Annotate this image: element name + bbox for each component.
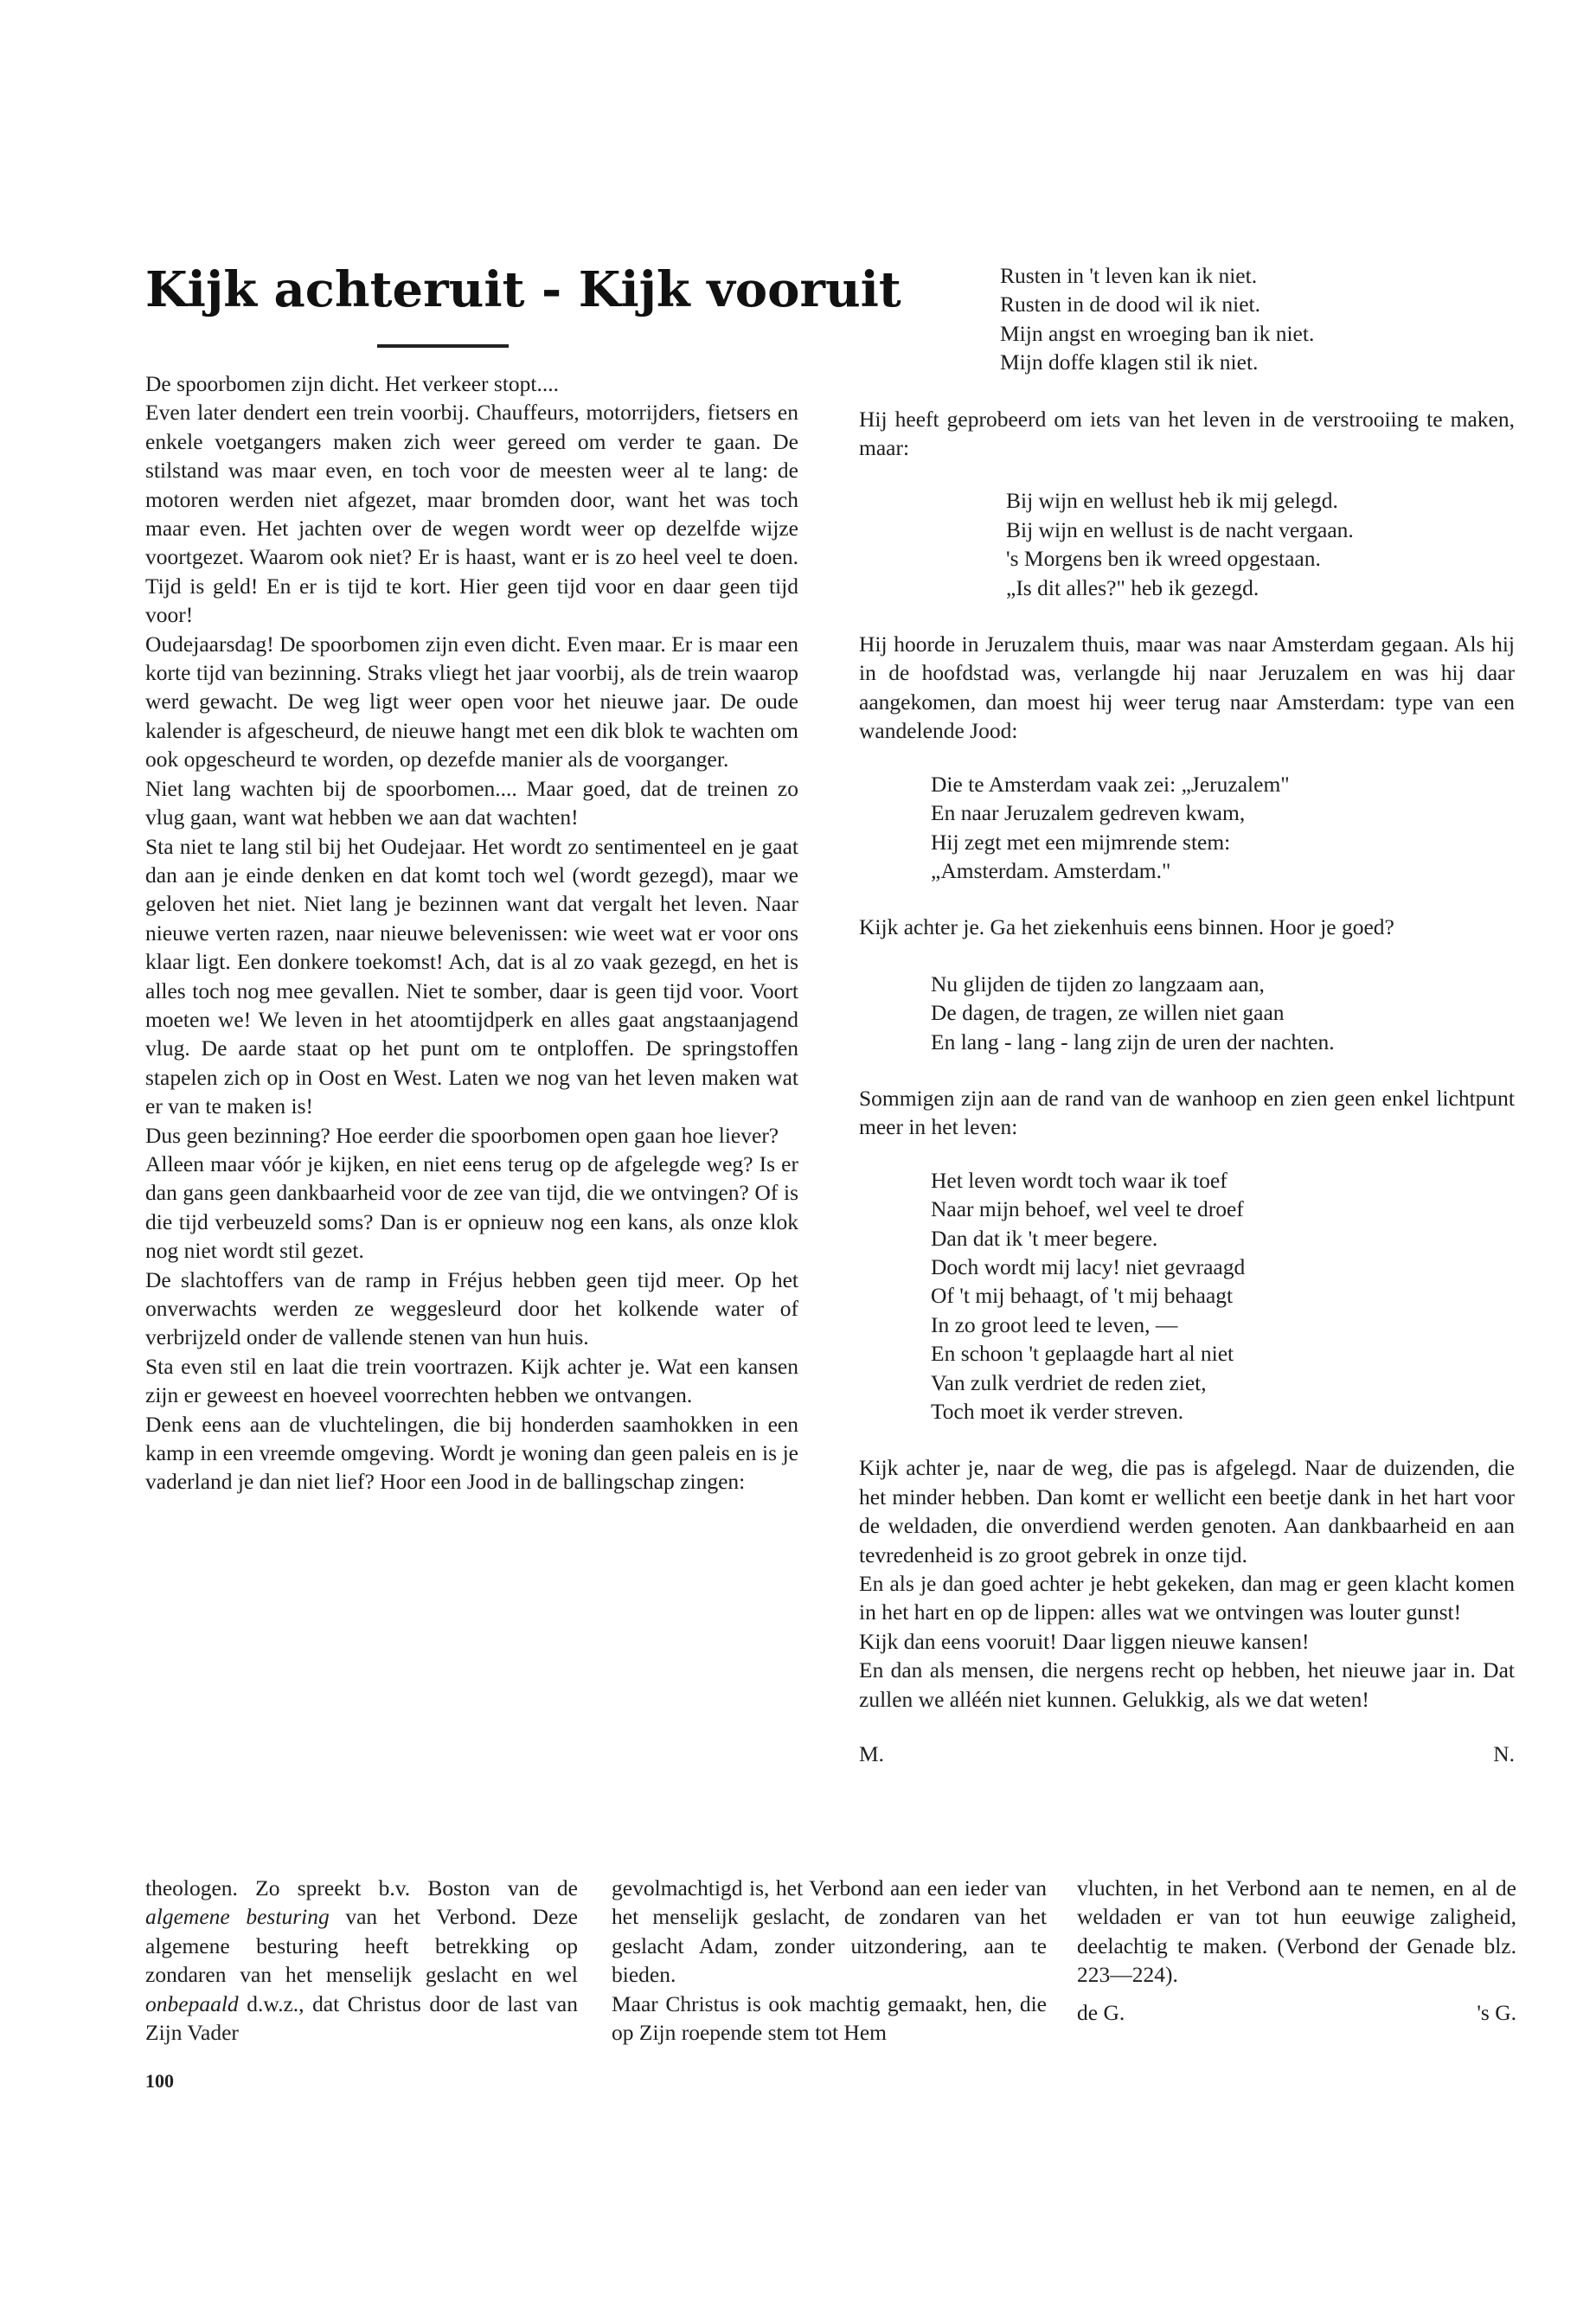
paragraph: En dan als mensen, die nergens recht op hebben, het nieuwe jaar in. Dat zullen we alléén niet kunnen. Gelukkig, als we dat weten! — [859, 1657, 1515, 1712]
poem-line: Bij wijn en wellust heb ik mij gelegd. — [1006, 488, 1338, 514]
page-number: 100 — [145, 2070, 174, 2092]
paragraph: Oudejaarsdag! De spoorbomen zijn even dicht. Even maar. Er is maar een korte tijd van bezinning. Straks vliegt het jaar voorbij, als de trein waarop werd gewacht. De weg ligt weer open voor het nieuwe jaar. De oude kalender is afgescheurd, de nieuwe hangt met een dik blok te wachten om ook opgescheurd te worden, op dezefde manier als de voorganger. — [145, 631, 798, 772]
paragraph: Denk eens aan de vluchtelingen, die bij honderden saamhokken in een kamp in een vreemde omgeving. Wordt je woning dan geen paleis en is je vaderland je dan niet lief? Hoor een Jood in de ballingschap zingen: — [145, 1411, 798, 1495]
paragraph: Kijk dan eens vooruit! Daar liggen nieuwe kansen! — [859, 1628, 1310, 1654]
signature-right: 's G. — [1477, 1999, 1516, 2025]
poem-line: Bij wijn en wellust is de nacht vergaan. — [1006, 516, 1354, 542]
right-column — [859, 261, 1515, 1768]
paragraph: De spoorbomen zijn dicht. Het verkeer stopt.... — [145, 371, 560, 396]
title-underline — [377, 344, 509, 348]
paragraph: Sommigen zijn aan de rand van de wanhoop en zien geen enkel lichtpunt meer in het leven: — [859, 1085, 1515, 1140]
paragraph: Hij hoorde in Jeruzalem thuis, maar was naar Amsterdam gegaan. Als hij in de hoofdstad was, verlangde hij naar Jeruzalem en was hij daar aangekomen, dan moest hij weer terug naar Amsterdam: type van een wandelende Jood: — [859, 631, 1515, 744]
poem-line: Rusten in de dood wil ik niet. — [1000, 292, 1261, 317]
emphasis: onbepaald — [145, 1990, 239, 2016]
continuation-column-1 — [145, 1874, 578, 2047]
author-signature — [859, 1740, 1515, 1768]
paragraph: Kijk achter je, naar de weg, die pas is afgelegd. Naar de duizenden, die het minder hebben. Dan komt er wellicht een beetje dank in het hart voor de weldaden, die onverdiend werden genoten. Aan dankbaarheid en aan tevredenheid is zo groot gebrek in onze tijd. — [859, 1455, 1515, 1567]
poem-line: Nu glijden de tijden zo langzaam aan, — [931, 971, 1265, 997]
poem-line: En lang - lang - lang zijn de uren der nachten. — [931, 1029, 1335, 1054]
poem-line: 's Morgens ben ik wreed opgestaan. — [1006, 546, 1321, 572]
poem-line: In zo groot leed te leven, — — [931, 1311, 1178, 1337]
poem-stanza — [931, 970, 1515, 1056]
poem-line: Die te Amsterdam vaak zei: „Jeruzalem" — [931, 771, 1290, 797]
poem-line: De dagen, de tragen, ze willen niet gaan — [931, 1000, 1285, 1026]
article-title: Kijk achteruit - Kijk vooruit — [145, 261, 901, 318]
paragraph: En als je dan goed achter je hebt gekeken, dan mag er geen klacht komen in het hart en op de lippen: alles wat we ontvingen was louter gunst! — [859, 1571, 1515, 1625]
poem-line: Het leven wordt toch waar ik toef — [931, 1167, 1227, 1193]
paragraph: vluchten, in het Verbond aan te nemen, en al de weldaden er van tot hun eeuwige zaligheid, deelachtig te maken. (Verbond der Genade blz. 223—224). — [1077, 1875, 1516, 1988]
paragraph: Maar Christus is ook machtig gemaakt, hen, die op Zijn roepende stem tot Hem — [612, 1990, 1047, 2046]
signature-initial-left: M. — [859, 1741, 885, 1767]
poem-line: En schoon 't geplaagde hart al niet — [931, 1341, 1234, 1367]
paragraph: gevolmachtigd is, het Verbond aan een ieder van het menselijk geslacht, de zondaren van het geslacht Adam, zonder uitzondering, aan te bieden. — [612, 1875, 1047, 1988]
poem-line: Mijn angst en wroeging ban ik niet. — [1000, 320, 1315, 346]
poem-line: „Is dit alles?" heb ik gezegd. — [1006, 574, 1259, 600]
poem-stanza — [931, 1166, 1515, 1426]
poem-line: Toch moet ik verder streven. — [931, 1399, 1184, 1424]
continuation-column-2 — [612, 1874, 1047, 2047]
poem-line: Hij zegt met een mijmrende stem: — [931, 829, 1231, 855]
poem-stanza — [1000, 261, 1515, 377]
paragraph: Sta even stil en laat die trein voortrazen. Kijk achter je. Wat een kansen zijn er geweest en hoeveel voorrechten hebben we ontvangen. — [145, 1353, 798, 1408]
poem-line: Doch wordt mij lacy! niet gevraagd — [931, 1253, 1246, 1279]
paragraph: theologen. Zo spreekt b.v. Boston van de algemene besturing van het Verbond. Deze algemene besturing heeft betrekking op zondaren van het menselijk geslacht en wel onbepaald d.w.z., dat Christus door de last van Zijn Vader — [145, 1875, 578, 2046]
paragraph: De slachtoffers van de ramp in Fréjus hebben geen tijd meer. Op het onverwachts werden ze weggesleurd door het kolkende water of verbrijzeld onder de vallende stenen van hun huis. — [145, 1266, 798, 1350]
paragraph: Hij heeft geprobeerd om iets van het leven in de verstrooiing te maken, maar: — [859, 406, 1515, 461]
poem-line: Naar mijn behoef, wel veel te droef — [931, 1196, 1244, 1222]
poem-line: Dan dat ik 't meer begere. — [931, 1225, 1158, 1251]
paragraph: Even later dendert een trein voorbij. Chauffeurs, motorrijders, fietsers en enkele voetgangers maken zich weer gereed om verder te gaan. De stilstand was maar even, en toch voor de meesten weer al te lang: de motoren werden niet afgezet, maar bromden door, want het was toch maar even. Het jachten over de wegen wordt weer op dezelfde wijze voortgezet. Waarom ook niet? Er is haast, want er is zo heel veel te doen. Tijd is geld! En er is tijd te kort. Hier geen tijd voor en daar geen tijd voor! — [145, 400, 798, 628]
poem-stanza — [931, 770, 1515, 886]
emphasis: algemene besturing — [145, 1904, 330, 1930]
paragraph: Sta niet te lang stil bij het Oudejaar. Het wordt zo sentimenteel en je gaat dan aan je einde denken en dat komt toch wel (wordt gezegd), maar we geloven het niet. Niet lang je bezinnen want dat vergalt het leven. Naar nieuwe verten razen, naar nieuwe belevenissen: wie weet wat er voor ons klaar ligt. Een donkere toekomst! Ach, dat is al zo vaak gezegd, en het is alles toch nog mee gevallen. Niet te somber, daar is geen tijd voor. Voort moeten we! We leven in het atoomtijdperk en alles gaat angstaanjagend vlug. De aarde staat op het punt om te ontploffen. De springstoffen stapelen zich op in Oost en West. Laten we nog van het leven maken wat er van te maken is! — [145, 833, 798, 1119]
poem-stanza — [1006, 486, 1515, 602]
continuation-column-3 — [1077, 1874, 1516, 2027]
poem-line: En naar Jeruzalem gedreven kwam, — [931, 800, 1246, 826]
paragraph: Niet lang wachten bij de spoorbomen.... Maar goed, dat de treinen zo vlug gaan, want wat hebben we aan dat wachten! — [145, 775, 798, 830]
paragraph: Kijk achter je. Ga het ziekenhuis eens binnen. Hoor je goed? — [859, 914, 1394, 940]
poem-line: Of 't mij behaagt, of 't mij behaagt — [931, 1283, 1234, 1309]
poem-line: Rusten in 't leven kan ik niet. — [1000, 263, 1258, 288]
paragraph: Alleen maar vóór je kijken, en niet eens terug op de afgelegde weg? Is er dan gans geen dankbaarheid voor de zee van tijd, die we ontvingen? Of is die tijd verbeuzeld soms? Dan is er opnieuw nog een kans, als onze klok nog niet wordt stil gezet. — [145, 1150, 798, 1264]
signature-left: de G. — [1077, 1999, 1125, 2025]
poem-line: Mijn doffe klagen stil ik niet. — [1000, 349, 1259, 375]
poem-line: Van zulk verdriet de reden ziet, — [931, 1369, 1207, 1395]
signature-initial-right: N. — [1493, 1741, 1515, 1767]
left-column — [145, 369, 798, 1497]
paragraph: Dus geen bezinning? Hoe eerder die spoorbomen open gaan hoe liever? — [145, 1122, 779, 1148]
poem-line: „Amsterdam. Amsterdam." — [931, 857, 1171, 883]
continuation-signature — [1077, 1998, 1516, 2027]
